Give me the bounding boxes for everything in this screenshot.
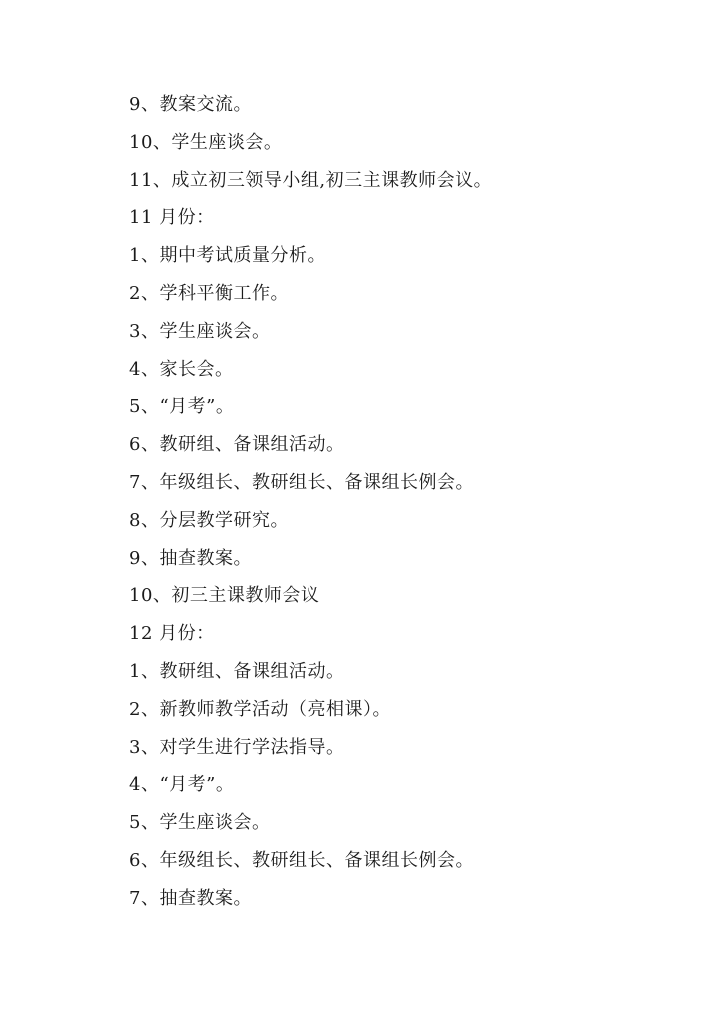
list-item: 1、教研组、备课组活动。 — [129, 660, 345, 682]
list-item: 7、抽查教案。 — [129, 887, 252, 909]
list-item: 7、年级组长、教研组长、备课组长例会。 — [129, 471, 474, 493]
month-heading: 12 月份： — [129, 623, 215, 645]
list-item: 4、“月考”。 — [129, 774, 235, 796]
month-heading: 11 月份： — [129, 207, 215, 229]
list-item: 8、分层教学研究。 — [129, 509, 289, 531]
list-item: 9、教案交流。 — [129, 94, 252, 115]
list-item: 6、年级组长、教研组长、备课组长例会。 — [129, 849, 474, 871]
list-item: 5、“月考”。 — [129, 396, 235, 418]
list-item: 3、对学生进行学法指导。 — [129, 736, 345, 758]
list-item: 11、成立初三领导小组,初三主课教师会议。 — [129, 169, 493, 191]
list-item: 4、家长会。 — [129, 358, 234, 380]
document-body — [129, 86, 689, 918]
list-item: 10、学生座谈会。 — [129, 131, 283, 153]
list-item: 2、学科平衡工作。 — [129, 282, 289, 304]
list-item: 9、抽查教案。 — [129, 547, 252, 569]
list-item: 2、新教师教学活动（亮相课）。 — [129, 698, 391, 720]
list-item: 3、学生座谈会。 — [129, 320, 271, 342]
list-item: 5、学生座谈会。 — [129, 812, 271, 834]
list-item: 1、期中考试质量分析。 — [129, 245, 326, 267]
list-item: 10、初三主课教师会议 — [129, 585, 320, 607]
list-item: 6、教研组、备课组活动。 — [129, 434, 345, 456]
